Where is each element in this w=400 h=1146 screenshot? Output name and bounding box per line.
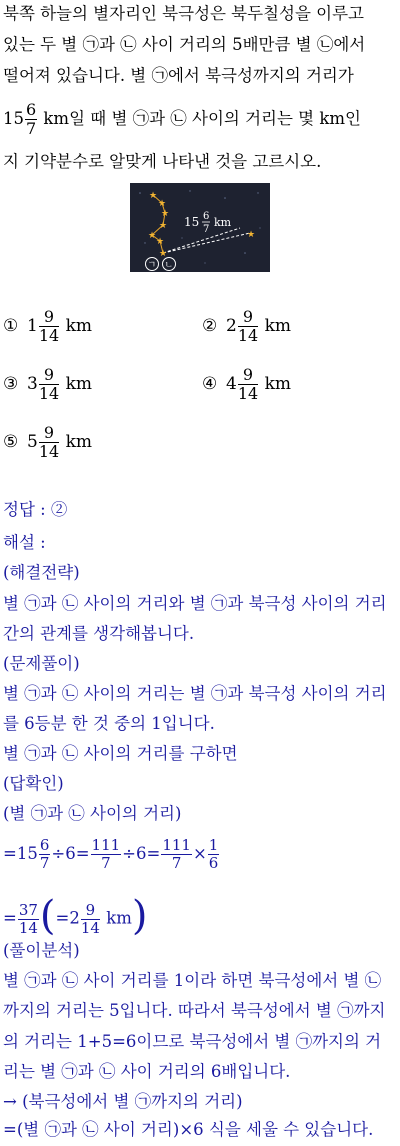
polaris-star-icon: ★ bbox=[247, 230, 256, 240]
option-numerator: 9 bbox=[238, 309, 258, 327]
star-icon: ★ bbox=[159, 221, 168, 231]
option-mark: ⑤ bbox=[3, 432, 19, 452]
analysis-line-5: → (북극성에서 별 ㉠까지의 거리) bbox=[3, 1092, 243, 1111]
equation-line-2 bbox=[3, 893, 148, 939]
option-numerator: 9 bbox=[238, 367, 258, 385]
option-denominator: 14 bbox=[237, 326, 259, 345]
option-denominator: 14 bbox=[38, 384, 60, 403]
option-unit: km bbox=[65, 316, 93, 336]
eq2-close-paren: ) bbox=[131, 893, 148, 939]
option-whole: 5 bbox=[27, 432, 38, 452]
option-numerator: 9 bbox=[39, 367, 59, 385]
option-3[interactable] bbox=[3, 367, 92, 402]
option-numerator: 9 bbox=[39, 425, 59, 443]
eq1-numerator-c: 111 bbox=[162, 836, 191, 854]
problem-line-2: 를 6등분 한 것 중의 1입니다. bbox=[3, 714, 215, 733]
option-fraction bbox=[238, 309, 258, 344]
eq1-denominator-a: 7 bbox=[39, 854, 50, 872]
strategy-title: (해결전략) bbox=[3, 563, 80, 582]
figure-unit: km bbox=[214, 216, 232, 229]
eq1-numerator-d: 1 bbox=[208, 836, 219, 854]
option-denominator: 14 bbox=[237, 384, 259, 403]
eq1-whole: =15 bbox=[3, 844, 38, 863]
problem-title: (문제풀이) bbox=[3, 654, 80, 673]
equation-line-1 bbox=[3, 838, 220, 871]
figure-whole: 15 bbox=[184, 215, 200, 229]
stars bbox=[148, 191, 255, 259]
option-4[interactable] bbox=[202, 367, 291, 402]
option-1[interactable] bbox=[3, 309, 92, 344]
option-mark: ② bbox=[202, 316, 218, 336]
option-numerator: 9 bbox=[39, 309, 59, 327]
option-whole: 4 bbox=[226, 374, 237, 394]
option-fraction bbox=[39, 309, 59, 344]
analysis-line-3: 의 거리는 1+5=6이므로 북극성에서 별 ㉠까지의 거 bbox=[3, 1032, 382, 1051]
option-mark: ③ bbox=[3, 374, 19, 394]
eq2-fraction-a bbox=[18, 900, 39, 937]
option-whole: 2 bbox=[226, 316, 237, 336]
question-line-4-rest: km일 때 별 ㉠과 ㉡ 사이의 거리는 몇 km인 bbox=[38, 109, 361, 128]
star-icon: ★ bbox=[158, 199, 167, 209]
eq1-denominator-d: 6 bbox=[208, 854, 219, 872]
option-unit: km bbox=[65, 374, 93, 394]
figure-denominator: 7 bbox=[203, 224, 210, 235]
eq2-fraction-b bbox=[80, 900, 100, 937]
star-icon: ★ bbox=[149, 191, 158, 201]
option-5[interactable] bbox=[3, 425, 92, 460]
option-denominator: 14 bbox=[38, 442, 60, 461]
question-line-1: 북쪽 하늘의 별자리인 북극성은 북두칠성을 이루고 bbox=[3, 4, 364, 23]
eq1-denominator-b: 7 bbox=[101, 854, 111, 872]
option-fraction bbox=[238, 367, 258, 402]
question-fraction bbox=[25, 102, 37, 137]
eq2-denominator-b: 14 bbox=[80, 918, 100, 937]
eq1-fraction-d bbox=[208, 838, 220, 871]
eq1-fraction-c bbox=[161, 838, 192, 871]
distance-line-b bbox=[163, 228, 240, 253]
check-title: (답확인) bbox=[3, 774, 64, 793]
eq1-numerator-b: 111 bbox=[91, 836, 121, 854]
label-b: ㄴ bbox=[164, 260, 174, 271]
option-2[interactable] bbox=[202, 309, 291, 344]
problem-line-1: 별 ㉠과 ㉡ 사이의 거리는 별 ㉠과 북극성 사이의 거리 bbox=[3, 684, 387, 703]
strategy-line-1: 별 ㉠과 ㉡ 사이의 거리와 별 ㉠과 북극성 사이의 거리 bbox=[3, 594, 387, 613]
eq1-numerator-a: 6 bbox=[39, 836, 50, 854]
option-mark: ① bbox=[3, 316, 19, 336]
eq2-unit: km bbox=[100, 908, 132, 928]
question-line-2: 있는 두 별 ㉠과 ㉡ 사이 거리의 5배만큼 별 ㉡에서 bbox=[3, 35, 366, 54]
option-unit: km bbox=[264, 374, 292, 394]
analysis-line-6: =(별 ㉠과 ㉡ 사이 거리)×6 식을 세울 수 있습니다. bbox=[3, 1120, 374, 1139]
option-fraction bbox=[39, 367, 59, 402]
option-fraction bbox=[39, 425, 59, 460]
eq1-fraction-b bbox=[91, 838, 122, 871]
option-mark: ④ bbox=[202, 374, 218, 394]
eq1-op-d: × bbox=[192, 844, 207, 863]
analysis-line-4: 리는 별 ㉠과 ㉡ 사이 거리의 6배입니다. bbox=[3, 1062, 291, 1081]
eq1-fraction-a bbox=[39, 838, 51, 871]
eq1-op-c: ÷6= bbox=[122, 844, 161, 863]
explain-label: 해설 : bbox=[3, 533, 46, 552]
question-denominator: 7 bbox=[26, 119, 37, 138]
star-icon: ★ bbox=[159, 249, 168, 259]
question-line-5: 지 기약분수로 알맞게 나타낸 것을 고르시오. bbox=[3, 152, 322, 171]
analysis-line-2: 까지의 거리는 5입니다. 따라서 북극성에서 별 ㉠까지 bbox=[3, 1001, 386, 1020]
label-a: ㄱ bbox=[147, 260, 157, 271]
answer-line: 정답 : ② bbox=[3, 500, 68, 519]
analysis-line-1: 별 ㉠과 ㉡ 사이 거리를 1이라 하면 북극성에서 별 ㉡ bbox=[3, 971, 382, 990]
eq2-open-paren: ( bbox=[39, 893, 56, 939]
eq2-whole: =2 bbox=[55, 908, 80, 928]
analysis-title: (풀이분석) bbox=[3, 941, 80, 960]
check-line-1: (별 ㉠과 ㉡ 사이의 거리) bbox=[3, 804, 182, 823]
star-icon: ★ bbox=[161, 209, 170, 219]
eq2-numerator-b: 9 bbox=[81, 903, 100, 920]
question-line-4 bbox=[3, 102, 361, 137]
eq2-denominator-a: 14 bbox=[18, 918, 38, 937]
eq2-equals: = bbox=[3, 908, 17, 928]
star-icon: ★ bbox=[148, 231, 157, 241]
question-line-3: 떨어져 있습니다. 별 ㉠에서 북극성까지의 거리가 bbox=[3, 66, 354, 85]
problem-line-3: 별 ㉠과 ㉡ 사이의 거리를 구하면 bbox=[3, 744, 238, 763]
option-denominator: 14 bbox=[38, 326, 60, 345]
figure-numerator: 6 bbox=[203, 211, 210, 222]
option-unit: km bbox=[264, 316, 292, 336]
eq1-op-b: ÷6= bbox=[51, 844, 90, 863]
option-unit: km bbox=[65, 432, 93, 452]
star-icon: ★ bbox=[156, 237, 165, 247]
constellation-figure bbox=[130, 183, 270, 272]
question-numerator: 6 bbox=[26, 100, 37, 119]
question-whole: 15 bbox=[3, 109, 24, 128]
eq1-denominator-c: 7 bbox=[171, 854, 182, 872]
distance-line-a bbox=[163, 233, 250, 253]
eq2-numerator-a: 37 bbox=[18, 900, 38, 919]
constellation-svg bbox=[130, 183, 270, 272]
option-whole: 3 bbox=[27, 374, 38, 394]
option-whole: 1 bbox=[27, 316, 38, 336]
strategy-line-2: 간의 관계를 생각해봅니다. bbox=[3, 624, 195, 643]
